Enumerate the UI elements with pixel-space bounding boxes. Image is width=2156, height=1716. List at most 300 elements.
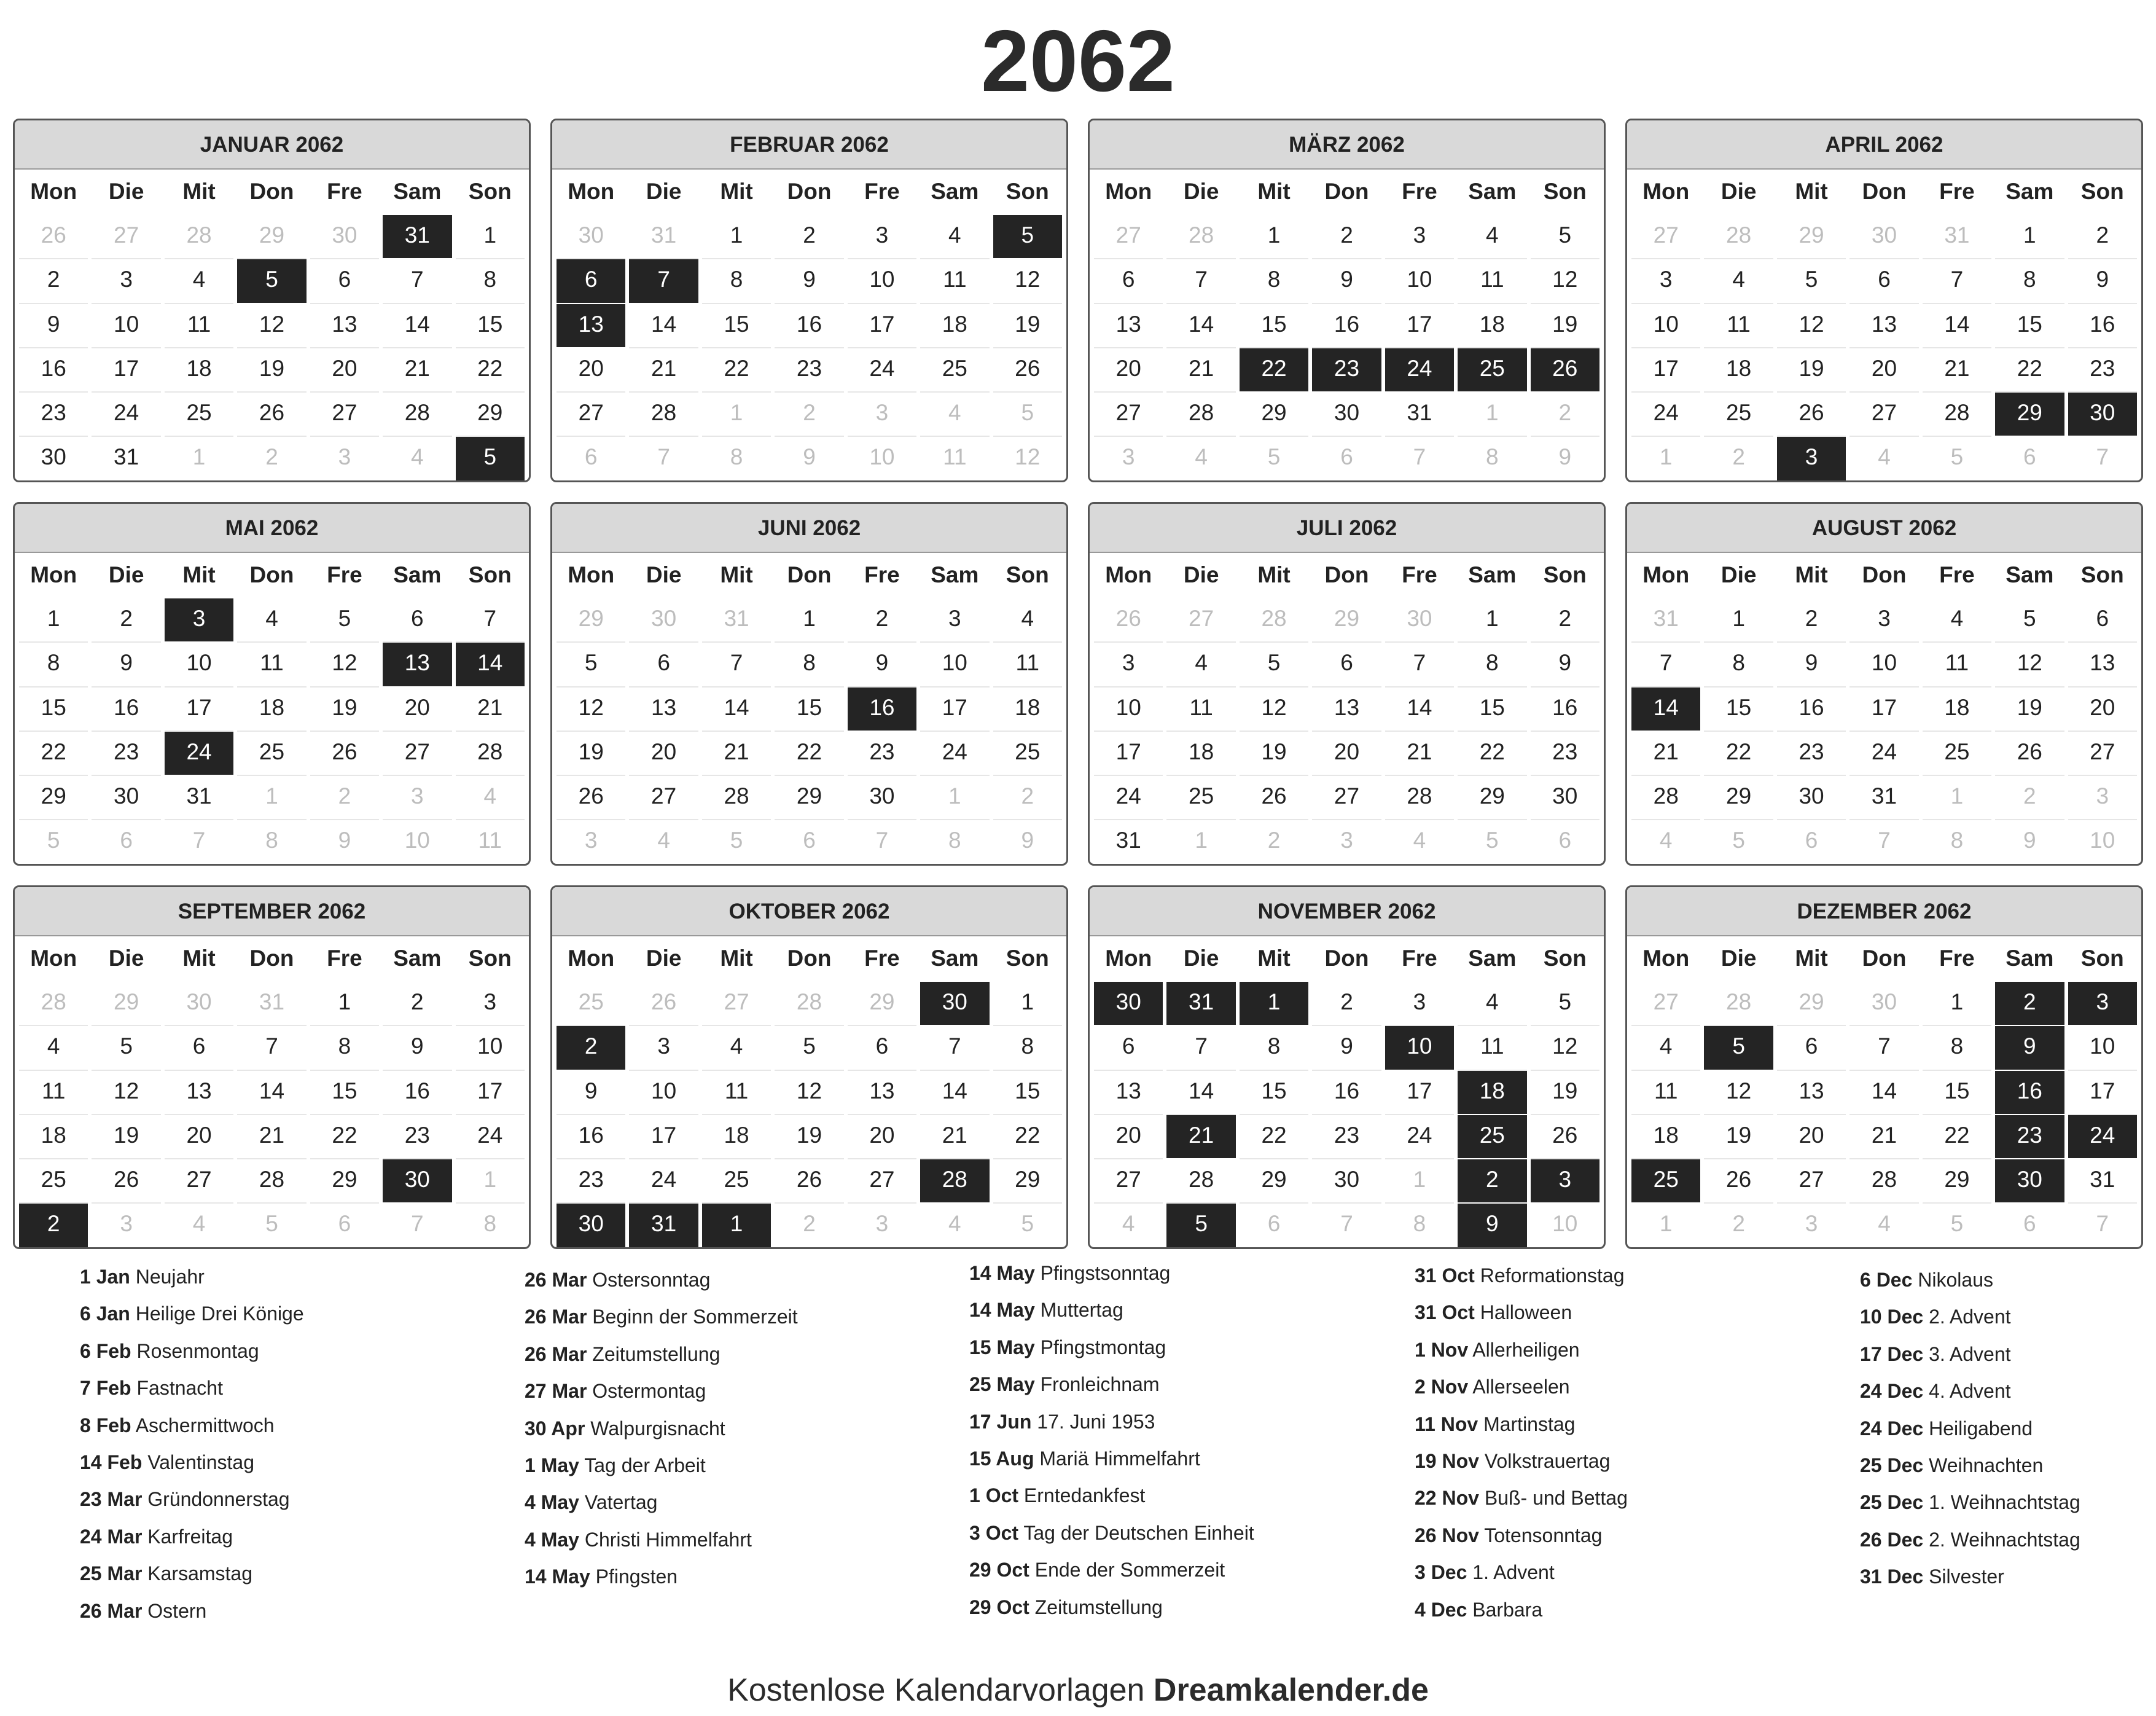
day-cell[interactable]: 1 <box>1240 215 1308 258</box>
day-cell[interactable]: 16 <box>383 1071 451 1114</box>
day-cell[interactable]: 24 <box>1849 732 1918 775</box>
day-cell[interactable]: 24 <box>456 1115 525 1158</box>
day-cell-other-month[interactable]: 3 <box>848 393 916 436</box>
day-cell[interactable]: 25 <box>1166 776 1235 819</box>
day-cell[interactable]: 7 <box>1166 1026 1235 1069</box>
day-cell[interactable]: 22 <box>1458 732 1526 775</box>
day-cell[interactable]: 21 <box>920 1115 989 1158</box>
day-cell-highlighted[interactable]: 2 <box>1458 1159 1526 1202</box>
day-cell[interactable]: 21 <box>237 1115 306 1158</box>
day-cell-other-month[interactable]: 7 <box>165 820 233 863</box>
day-cell[interactable]: 16 <box>92 688 160 731</box>
day-cell-other-month[interactable]: 10 <box>848 437 916 480</box>
day-cell[interactable]: 22 <box>19 732 88 775</box>
day-cell[interactable]: 29 <box>19 776 88 819</box>
day-cell[interactable]: 28 <box>1166 393 1235 436</box>
day-cell[interactable]: 16 <box>1312 304 1381 347</box>
day-cell[interactable]: 22 <box>775 732 843 775</box>
day-cell-highlighted[interactable]: 21 <box>1166 1115 1235 1158</box>
day-cell[interactable]: 21 <box>1385 732 1454 775</box>
day-cell[interactable]: 5 <box>557 643 625 686</box>
day-cell[interactable]: 20 <box>165 1115 233 1158</box>
day-cell[interactable]: 30 <box>1777 776 1846 819</box>
day-cell-other-month[interactable]: 3 <box>310 437 379 480</box>
day-cell-other-month[interactable]: 5 <box>1923 437 1991 480</box>
day-cell-highlighted[interactable]: 5 <box>237 259 306 302</box>
day-cell[interactable]: 23 <box>383 1115 451 1158</box>
day-cell-other-month[interactable]: 6 <box>775 820 843 863</box>
day-cell-other-month[interactable]: 6 <box>1531 820 1599 863</box>
day-cell-highlighted[interactable]: 31 <box>383 215 451 258</box>
day-cell[interactable]: 5 <box>92 1026 160 1069</box>
day-cell-other-month[interactable]: 27 <box>702 982 771 1025</box>
day-cell-highlighted[interactable]: 23 <box>1312 348 1381 391</box>
day-cell-highlighted[interactable]: 30 <box>1995 1159 2064 1202</box>
day-cell[interactable]: 18 <box>1166 732 1235 775</box>
day-cell-other-month[interactable]: 30 <box>1385 598 1454 641</box>
day-cell-other-month[interactable]: 7 <box>629 437 698 480</box>
day-cell-other-month[interactable]: 31 <box>1631 598 1700 641</box>
day-cell-other-month[interactable]: 9 <box>1995 820 2064 863</box>
day-cell[interactable]: 29 <box>775 776 843 819</box>
day-cell[interactable]: 4 <box>920 215 989 258</box>
day-cell-other-month[interactable]: 7 <box>1849 820 1918 863</box>
day-cell[interactable]: 4 <box>19 1026 88 1069</box>
day-cell[interactable]: 12 <box>993 259 1062 302</box>
day-cell[interactable]: 23 <box>92 732 160 775</box>
day-cell[interactable]: 12 <box>1777 304 1846 347</box>
day-cell-other-month[interactable]: 6 <box>1240 1204 1308 1247</box>
day-cell-other-month[interactable]: 6 <box>1777 820 1846 863</box>
day-cell[interactable]: 13 <box>310 304 379 347</box>
day-cell-other-month[interactable]: 2 <box>1704 1204 1773 1247</box>
day-cell[interactable]: 24 <box>1385 1115 1454 1158</box>
day-cell[interactable]: 27 <box>1094 1159 1163 1202</box>
day-cell[interactable]: 14 <box>1166 304 1235 347</box>
day-cell[interactable]: 5 <box>310 598 379 641</box>
day-cell[interactable]: 15 <box>1923 1071 1991 1114</box>
day-cell-highlighted[interactable]: 23 <box>1995 1115 2064 1158</box>
day-cell[interactable]: 14 <box>1923 304 1991 347</box>
day-cell[interactable]: 12 <box>310 643 379 686</box>
day-cell[interactable]: 30 <box>1531 776 1599 819</box>
day-cell-other-month[interactable]: 6 <box>92 820 160 863</box>
day-cell[interactable]: 4 <box>1458 982 1526 1025</box>
day-cell[interactable]: 21 <box>1166 348 1235 391</box>
day-cell[interactable]: 18 <box>165 348 233 391</box>
day-cell[interactable]: 19 <box>557 732 625 775</box>
day-cell[interactable]: 24 <box>92 393 160 436</box>
day-cell[interactable]: 11 <box>19 1071 88 1114</box>
day-cell[interactable]: 25 <box>19 1159 88 1202</box>
day-cell-other-month[interactable]: 10 <box>2068 820 2137 863</box>
day-cell[interactable]: 11 <box>1166 688 1235 731</box>
day-cell[interactable]: 15 <box>775 688 843 731</box>
day-cell[interactable]: 9 <box>775 259 843 302</box>
day-cell-highlighted[interactable]: 24 <box>2068 1115 2137 1158</box>
day-cell-highlighted[interactable]: 1 <box>702 1204 771 1247</box>
day-cell-other-month[interactable]: 2 <box>1704 437 1773 480</box>
day-cell[interactable]: 1 <box>1704 598 1773 641</box>
day-cell-highlighted[interactable]: 3 <box>165 598 233 641</box>
day-cell-other-month[interactable]: 4 <box>1631 820 1700 863</box>
day-cell-other-month[interactable]: 6 <box>557 437 625 480</box>
day-cell-other-month[interactable]: 3 <box>1094 437 1163 480</box>
day-cell[interactable]: 21 <box>383 348 451 391</box>
day-cell-other-month[interactable]: 3 <box>848 1204 916 1247</box>
day-cell[interactable]: 7 <box>1631 643 1700 686</box>
day-cell-highlighted[interactable]: 5 <box>993 215 1062 258</box>
day-cell[interactable]: 11 <box>702 1071 771 1114</box>
day-cell-other-month[interactable]: 30 <box>557 215 625 258</box>
day-cell[interactable]: 17 <box>1094 732 1163 775</box>
day-cell[interactable]: 29 <box>1240 1159 1308 1202</box>
day-cell[interactable]: 29 <box>1704 776 1773 819</box>
day-cell[interactable]: 8 <box>1995 259 2064 302</box>
day-cell[interactable]: 6 <box>2068 598 2137 641</box>
day-cell-highlighted[interactable]: 24 <box>165 732 233 775</box>
day-cell[interactable]: 28 <box>1166 1159 1235 1202</box>
day-cell[interactable]: 31 <box>165 776 233 819</box>
day-cell[interactable]: 4 <box>702 1026 771 1069</box>
day-cell[interactable]: 19 <box>237 348 306 391</box>
day-cell-other-month[interactable]: 28 <box>1240 598 1308 641</box>
day-cell[interactable]: 2 <box>1531 598 1599 641</box>
day-cell-highlighted[interactable]: 7 <box>629 259 698 302</box>
day-cell-other-month[interactable]: 7 <box>383 1204 451 1247</box>
day-cell[interactable]: 19 <box>1704 1115 1773 1158</box>
day-cell-other-month[interactable]: 12 <box>993 437 1062 480</box>
day-cell-highlighted[interactable]: 31 <box>1166 982 1235 1025</box>
day-cell-other-month[interactable]: 9 <box>1531 437 1599 480</box>
day-cell[interactable]: 23 <box>1777 732 1846 775</box>
day-cell-other-month[interactable]: 28 <box>1704 982 1773 1025</box>
day-cell[interactable]: 20 <box>557 348 625 391</box>
day-cell[interactable]: 26 <box>310 732 379 775</box>
day-cell-other-month[interactable]: 9 <box>993 820 1062 863</box>
day-cell[interactable]: 28 <box>702 776 771 819</box>
day-cell[interactable]: 8 <box>456 259 525 302</box>
day-cell[interactable]: 15 <box>1995 304 2064 347</box>
day-cell[interactable]: 8 <box>310 1026 379 1069</box>
day-cell-highlighted[interactable]: 2 <box>1995 982 2064 1025</box>
day-cell-other-month[interactable]: 8 <box>456 1204 525 1247</box>
day-cell[interactable]: 18 <box>702 1115 771 1158</box>
day-cell[interactable]: 16 <box>1312 1071 1381 1114</box>
day-cell[interactable]: 26 <box>1995 732 2064 775</box>
day-cell-highlighted[interactable]: 24 <box>1385 348 1454 391</box>
day-cell[interactable]: 31 <box>92 437 160 480</box>
day-cell[interactable]: 19 <box>1240 732 1308 775</box>
day-cell[interactable]: 26 <box>557 776 625 819</box>
day-cell-other-month[interactable]: 28 <box>165 215 233 258</box>
day-cell[interactable]: 12 <box>1995 643 2064 686</box>
day-cell[interactable]: 23 <box>848 732 916 775</box>
day-cell[interactable]: 14 <box>629 304 698 347</box>
day-cell[interactable]: 15 <box>19 688 88 731</box>
day-cell[interactable]: 26 <box>237 393 306 436</box>
day-cell[interactable]: 9 <box>1777 643 1846 686</box>
day-cell[interactable]: 13 <box>1312 688 1381 731</box>
day-cell[interactable]: 23 <box>557 1159 625 1202</box>
day-cell-other-month[interactable]: 29 <box>1777 215 1846 258</box>
day-cell[interactable]: 14 <box>1849 1071 1918 1114</box>
day-cell-highlighted[interactable]: 3 <box>1531 1159 1599 1202</box>
day-cell[interactable]: 15 <box>993 1071 1062 1114</box>
day-cell-other-month[interactable]: 4 <box>1385 820 1454 863</box>
day-cell-other-month[interactable]: 9 <box>775 437 843 480</box>
day-cell[interactable]: 15 <box>1704 688 1773 731</box>
day-cell[interactable]: 11 <box>1458 1026 1526 1069</box>
day-cell[interactable]: 2 <box>92 598 160 641</box>
day-cell-other-month[interactable]: 5 <box>1240 437 1308 480</box>
day-cell[interactable]: 24 <box>920 732 989 775</box>
day-cell-other-month[interactable]: 1 <box>920 776 989 819</box>
day-cell[interactable]: 1 <box>456 215 525 258</box>
day-cell[interactable]: 10 <box>456 1026 525 1069</box>
day-cell[interactable]: 27 <box>848 1159 916 1202</box>
day-cell[interactable]: 16 <box>1531 688 1599 731</box>
day-cell[interactable]: 10 <box>1631 304 1700 347</box>
day-cell[interactable]: 30 <box>848 776 916 819</box>
day-cell[interactable]: 31 <box>1094 820 1163 863</box>
day-cell[interactable]: 2 <box>775 215 843 258</box>
day-cell[interactable]: 9 <box>1312 259 1381 302</box>
day-cell[interactable]: 13 <box>2068 643 2137 686</box>
day-cell[interactable]: 3 <box>1094 643 1163 686</box>
day-cell-other-month[interactable]: 8 <box>237 820 306 863</box>
day-cell-other-month[interactable]: 1 <box>237 776 306 819</box>
day-cell[interactable]: 22 <box>310 1115 379 1158</box>
day-cell-highlighted[interactable]: 31 <box>629 1204 698 1247</box>
day-cell-other-month[interactable]: 6 <box>310 1204 379 1247</box>
day-cell[interactable]: 10 <box>1094 688 1163 731</box>
day-cell[interactable]: 27 <box>383 732 451 775</box>
day-cell[interactable]: 18 <box>1631 1115 1700 1158</box>
day-cell-other-month[interactable]: 5 <box>237 1204 306 1247</box>
day-cell[interactable]: 16 <box>775 304 843 347</box>
day-cell[interactable]: 18 <box>1923 688 1991 731</box>
day-cell[interactable]: 8 <box>702 259 771 302</box>
day-cell[interactable]: 20 <box>1094 1115 1163 1158</box>
day-cell[interactable]: 4 <box>1704 259 1773 302</box>
day-cell[interactable]: 21 <box>1849 1115 1918 1158</box>
day-cell-other-month[interactable]: 27 <box>1631 982 1700 1025</box>
day-cell[interactable]: 19 <box>1531 1071 1599 1114</box>
day-cell-other-month[interactable]: 4 <box>920 1204 989 1247</box>
day-cell[interactable]: 28 <box>383 393 451 436</box>
day-cell[interactable]: 11 <box>1631 1071 1700 1114</box>
day-cell[interactable]: 1 <box>702 215 771 258</box>
day-cell[interactable]: 1 <box>775 598 843 641</box>
day-cell[interactable]: 31 <box>1385 393 1454 436</box>
day-cell-other-month[interactable]: 28 <box>775 982 843 1025</box>
day-cell[interactable]: 11 <box>920 259 989 302</box>
day-cell[interactable]: 11 <box>237 643 306 686</box>
day-cell[interactable]: 8 <box>775 643 843 686</box>
day-cell[interactable]: 2 <box>2068 215 2137 258</box>
day-cell[interactable]: 31 <box>2068 1159 2137 1202</box>
day-cell[interactable]: 4 <box>993 598 1062 641</box>
day-cell-other-month[interactable]: 1 <box>1385 1159 1454 1202</box>
day-cell[interactable]: 15 <box>702 304 771 347</box>
day-cell-other-month[interactable]: 4 <box>165 1204 233 1247</box>
day-cell-other-month[interactable]: 27 <box>92 215 160 258</box>
day-cell[interactable]: 19 <box>1995 688 2064 731</box>
day-cell-highlighted[interactable]: 5 <box>1166 1204 1235 1247</box>
day-cell-other-month[interactable]: 31 <box>1923 215 1991 258</box>
day-cell[interactable]: 17 <box>2068 1071 2137 1114</box>
day-cell[interactable]: 16 <box>1777 688 1846 731</box>
day-cell-highlighted[interactable]: 30 <box>557 1204 625 1247</box>
day-cell[interactable]: 4 <box>237 598 306 641</box>
day-cell[interactable]: 27 <box>1312 776 1381 819</box>
day-cell[interactable]: 18 <box>237 688 306 731</box>
day-cell[interactable]: 27 <box>1849 393 1918 436</box>
day-cell[interactable]: 7 <box>237 1026 306 1069</box>
day-cell[interactable]: 28 <box>237 1159 306 1202</box>
day-cell-highlighted[interactable]: 30 <box>2068 393 2137 436</box>
day-cell[interactable]: 19 <box>92 1115 160 1158</box>
day-cell-other-month[interactable]: 26 <box>629 982 698 1025</box>
day-cell[interactable]: 3 <box>1385 215 1454 258</box>
day-cell-other-month[interactable]: 8 <box>920 820 989 863</box>
day-cell-highlighted[interactable]: 30 <box>1094 982 1163 1025</box>
day-cell[interactable]: 3 <box>92 259 160 302</box>
day-cell[interactable]: 24 <box>1094 776 1163 819</box>
day-cell[interactable]: 6 <box>165 1026 233 1069</box>
day-cell-other-month[interactable]: 27 <box>1094 215 1163 258</box>
day-cell[interactable]: 24 <box>1631 393 1700 436</box>
day-cell[interactable]: 8 <box>1923 1026 1991 1069</box>
day-cell[interactable]: 1 <box>993 982 1062 1025</box>
day-cell[interactable]: 23 <box>19 393 88 436</box>
day-cell-other-month[interactable]: 8 <box>1923 820 1991 863</box>
day-cell[interactable]: 2 <box>383 982 451 1025</box>
day-cell[interactable]: 14 <box>920 1071 989 1114</box>
day-cell[interactable]: 1 <box>19 598 88 641</box>
day-cell[interactable]: 26 <box>1777 393 1846 436</box>
day-cell-other-month[interactable]: 2 <box>237 437 306 480</box>
day-cell-other-month[interactable]: 1 <box>1631 1204 1700 1247</box>
day-cell[interactable]: 5 <box>1531 215 1599 258</box>
day-cell[interactable]: 9 <box>1531 643 1599 686</box>
day-cell[interactable]: 18 <box>920 304 989 347</box>
day-cell[interactable]: 12 <box>1531 1026 1599 1069</box>
day-cell-other-month[interactable]: 31 <box>629 215 698 258</box>
day-cell[interactable]: 14 <box>702 688 771 731</box>
day-cell[interactable]: 17 <box>920 688 989 731</box>
day-cell[interactable]: 8 <box>19 643 88 686</box>
day-cell[interactable]: 6 <box>383 598 451 641</box>
day-cell-highlighted[interactable]: 3 <box>2068 982 2137 1025</box>
day-cell[interactable]: 6 <box>310 259 379 302</box>
day-cell-highlighted[interactable]: 9 <box>1995 1026 2064 1069</box>
day-cell[interactable]: 6 <box>1094 1026 1163 1069</box>
day-cell[interactable]: 2 <box>848 598 916 641</box>
day-cell[interactable]: 19 <box>1777 348 1846 391</box>
day-cell-highlighted[interactable]: 2 <box>19 1204 88 1247</box>
day-cell[interactable]: 19 <box>310 688 379 731</box>
day-cell[interactable]: 10 <box>920 643 989 686</box>
day-cell[interactable]: 5 <box>775 1026 843 1069</box>
day-cell[interactable]: 3 <box>920 598 989 641</box>
day-cell-highlighted[interactable]: 25 <box>1631 1159 1700 1202</box>
day-cell[interactable]: 9 <box>2068 259 2137 302</box>
day-cell[interactable]: 10 <box>92 304 160 347</box>
day-cell[interactable]: 18 <box>1458 304 1526 347</box>
day-cell[interactable]: 1 <box>310 982 379 1025</box>
day-cell-other-month[interactable]: 30 <box>1849 215 1918 258</box>
day-cell[interactable]: 10 <box>629 1071 698 1114</box>
day-cell-other-month[interactable]: 1 <box>702 393 771 436</box>
day-cell-other-month[interactable]: 2 <box>1531 393 1599 436</box>
day-cell[interactable]: 7 <box>1385 643 1454 686</box>
day-cell-highlighted[interactable]: 28 <box>920 1159 989 1202</box>
day-cell-highlighted[interactable]: 26 <box>1531 348 1599 391</box>
day-cell[interactable]: 4 <box>1923 598 1991 641</box>
day-cell[interactable]: 11 <box>1704 304 1773 347</box>
day-cell[interactable]: 14 <box>383 304 451 347</box>
day-cell[interactable]: 3 <box>1631 259 1700 302</box>
day-cell[interactable]: 17 <box>848 304 916 347</box>
day-cell-other-month[interactable]: 3 <box>557 820 625 863</box>
day-cell[interactable]: 14 <box>237 1071 306 1114</box>
day-cell-other-month[interactable]: 5 <box>702 820 771 863</box>
day-cell[interactable]: 13 <box>1849 304 1918 347</box>
day-cell-highlighted[interactable]: 29 <box>1995 393 2064 436</box>
day-cell[interactable]: 7 <box>1849 1026 1918 1069</box>
day-cell[interactable]: 12 <box>237 304 306 347</box>
day-cell[interactable]: 10 <box>1385 259 1454 302</box>
day-cell[interactable]: 13 <box>1094 304 1163 347</box>
day-cell-other-month[interactable]: 2 <box>1240 820 1308 863</box>
day-cell-other-month[interactable]: 6 <box>1995 437 2064 480</box>
day-cell[interactable]: 23 <box>775 348 843 391</box>
day-cell[interactable]: 20 <box>310 348 379 391</box>
day-cell[interactable]: 11 <box>1923 643 1991 686</box>
day-cell-other-month[interactable]: 29 <box>557 598 625 641</box>
day-cell-other-month[interactable]: 26 <box>19 215 88 258</box>
day-cell[interactable]: 23 <box>1312 1115 1381 1158</box>
day-cell-highlighted[interactable]: 25 <box>1458 1115 1526 1158</box>
day-cell-other-month[interactable]: 11 <box>456 820 525 863</box>
day-cell[interactable]: 10 <box>165 643 233 686</box>
day-cell[interactable]: 5 <box>1995 598 2064 641</box>
day-cell[interactable]: 22 <box>456 348 525 391</box>
day-cell[interactable]: 20 <box>1094 348 1163 391</box>
day-cell-other-month[interactable]: 3 <box>92 1204 160 1247</box>
day-cell[interactable]: 7 <box>702 643 771 686</box>
day-cell[interactable]: 24 <box>629 1159 698 1202</box>
day-cell-highlighted[interactable]: 6 <box>557 259 625 302</box>
day-cell[interactable]: 20 <box>1849 348 1918 391</box>
day-cell-other-month[interactable]: 5 <box>1458 820 1526 863</box>
day-cell-other-month[interactable]: 5 <box>1704 820 1773 863</box>
day-cell[interactable]: 27 <box>1777 1159 1846 1202</box>
day-cell[interactable]: 1 <box>1923 982 1991 1025</box>
day-cell[interactable]: 4 <box>1631 1026 1700 1069</box>
day-cell[interactable]: 8 <box>993 1026 1062 1069</box>
day-cell[interactable]: 4 <box>1458 215 1526 258</box>
day-cell-other-month[interactable]: 4 <box>1849 1204 1918 1247</box>
day-cell[interactable]: 9 <box>1312 1026 1381 1069</box>
day-cell[interactable]: 22 <box>1923 1115 1991 1158</box>
day-cell-highlighted[interactable]: 30 <box>920 982 989 1025</box>
day-cell-other-month[interactable]: 7 <box>848 820 916 863</box>
day-cell-other-month[interactable]: 26 <box>1094 598 1163 641</box>
day-cell[interactable]: 29 <box>456 393 525 436</box>
